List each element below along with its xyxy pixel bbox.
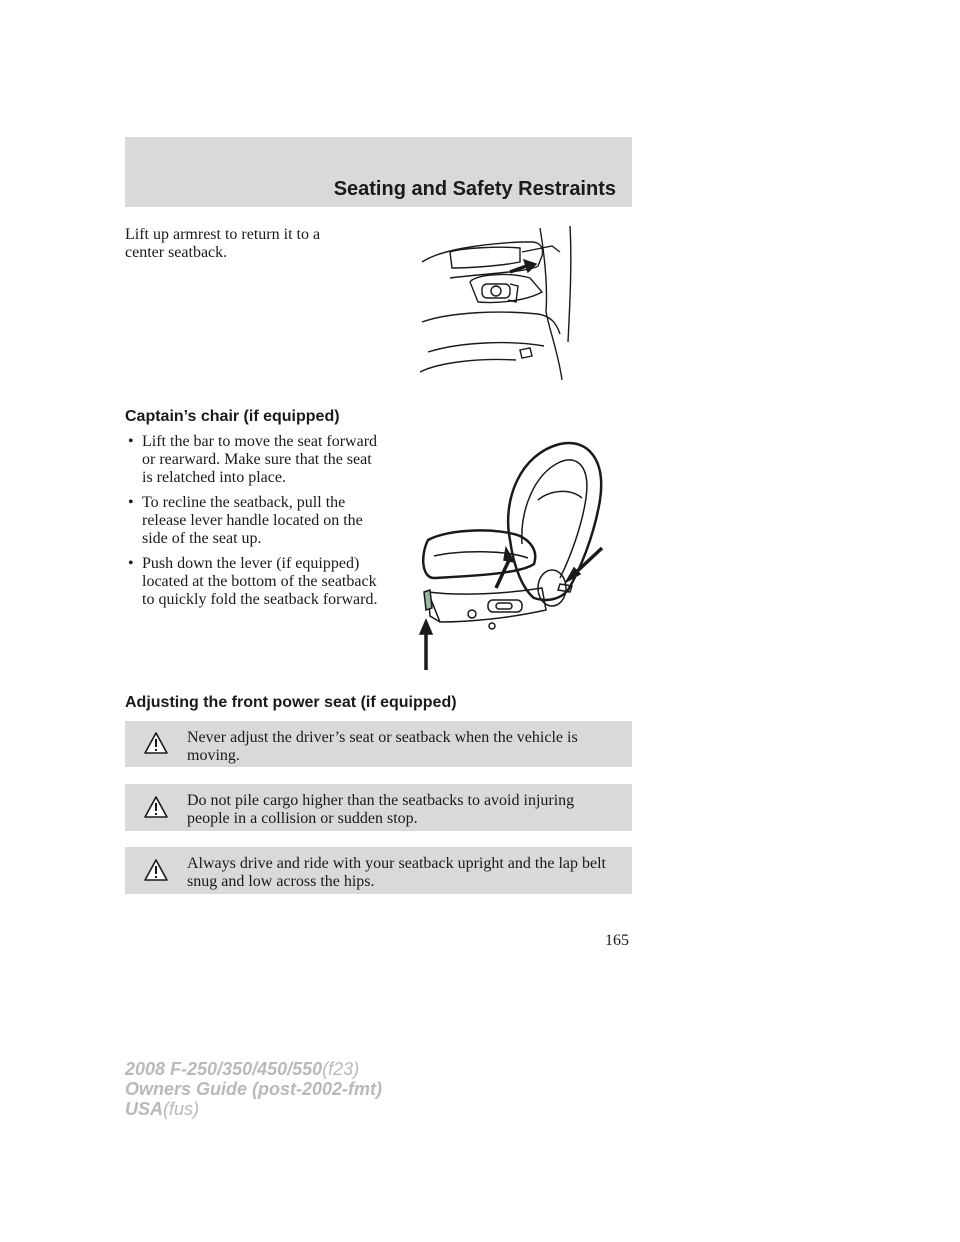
power-seat-heading: Adjusting the front power seat (if equipped)	[125, 694, 457, 711]
footer-line-1: 2008 F-250/350/450/550(f23)	[125, 1059, 360, 1079]
list-item: • To recline the seatback, pull the release lever handle located on the side of the seat up.	[128, 494, 363, 547]
armrest-instruction: Lift up armrest to return it to a center seatback.	[125, 226, 321, 261]
document-footer	[125, 1059, 382, 1119]
captains-chair-steps	[125, 433, 385, 616]
armrest-illustration	[420, 222, 580, 382]
warning-box	[125, 721, 632, 767]
page-number: 165	[605, 932, 629, 949]
captains-chair-heading: Captain’s chair (if equipped)	[125, 408, 340, 425]
list-item: • Lift the bar to move the seat forward or rearward. Make sure that the seat is relatched into place.	[128, 433, 378, 486]
warning-text: Always drive and ride with your seatback upright and the lap belt snug and low across the hips.	[187, 855, 606, 890]
warning-box	[125, 847, 632, 894]
warning-triangle-icon	[143, 731, 169, 755]
footer-line-2: Owners Guide (post-2002-fmt)	[125, 1079, 383, 1099]
warning-text: Do not pile cargo higher than the seatbacks to avoid injuring people in a collision or sudden stop.	[187, 792, 575, 827]
warning-box	[125, 784, 632, 831]
warning-triangle-icon	[143, 795, 169, 819]
section-title: Seating and Safety Restraints	[333, 178, 616, 200]
warning-triangle-icon	[143, 858, 169, 882]
section-header-band	[125, 137, 632, 207]
warning-text: Never adjust the driver’s seat or seatback when the vehicle is moving.	[187, 729, 578, 764]
captains-chair-illustration	[410, 440, 610, 670]
list-item: • Push down the lever (if equipped) located at the bottom of the seatback to quickly fold the seatback forward.	[128, 555, 378, 608]
footer-line-3: USA(fus)	[125, 1099, 200, 1119]
